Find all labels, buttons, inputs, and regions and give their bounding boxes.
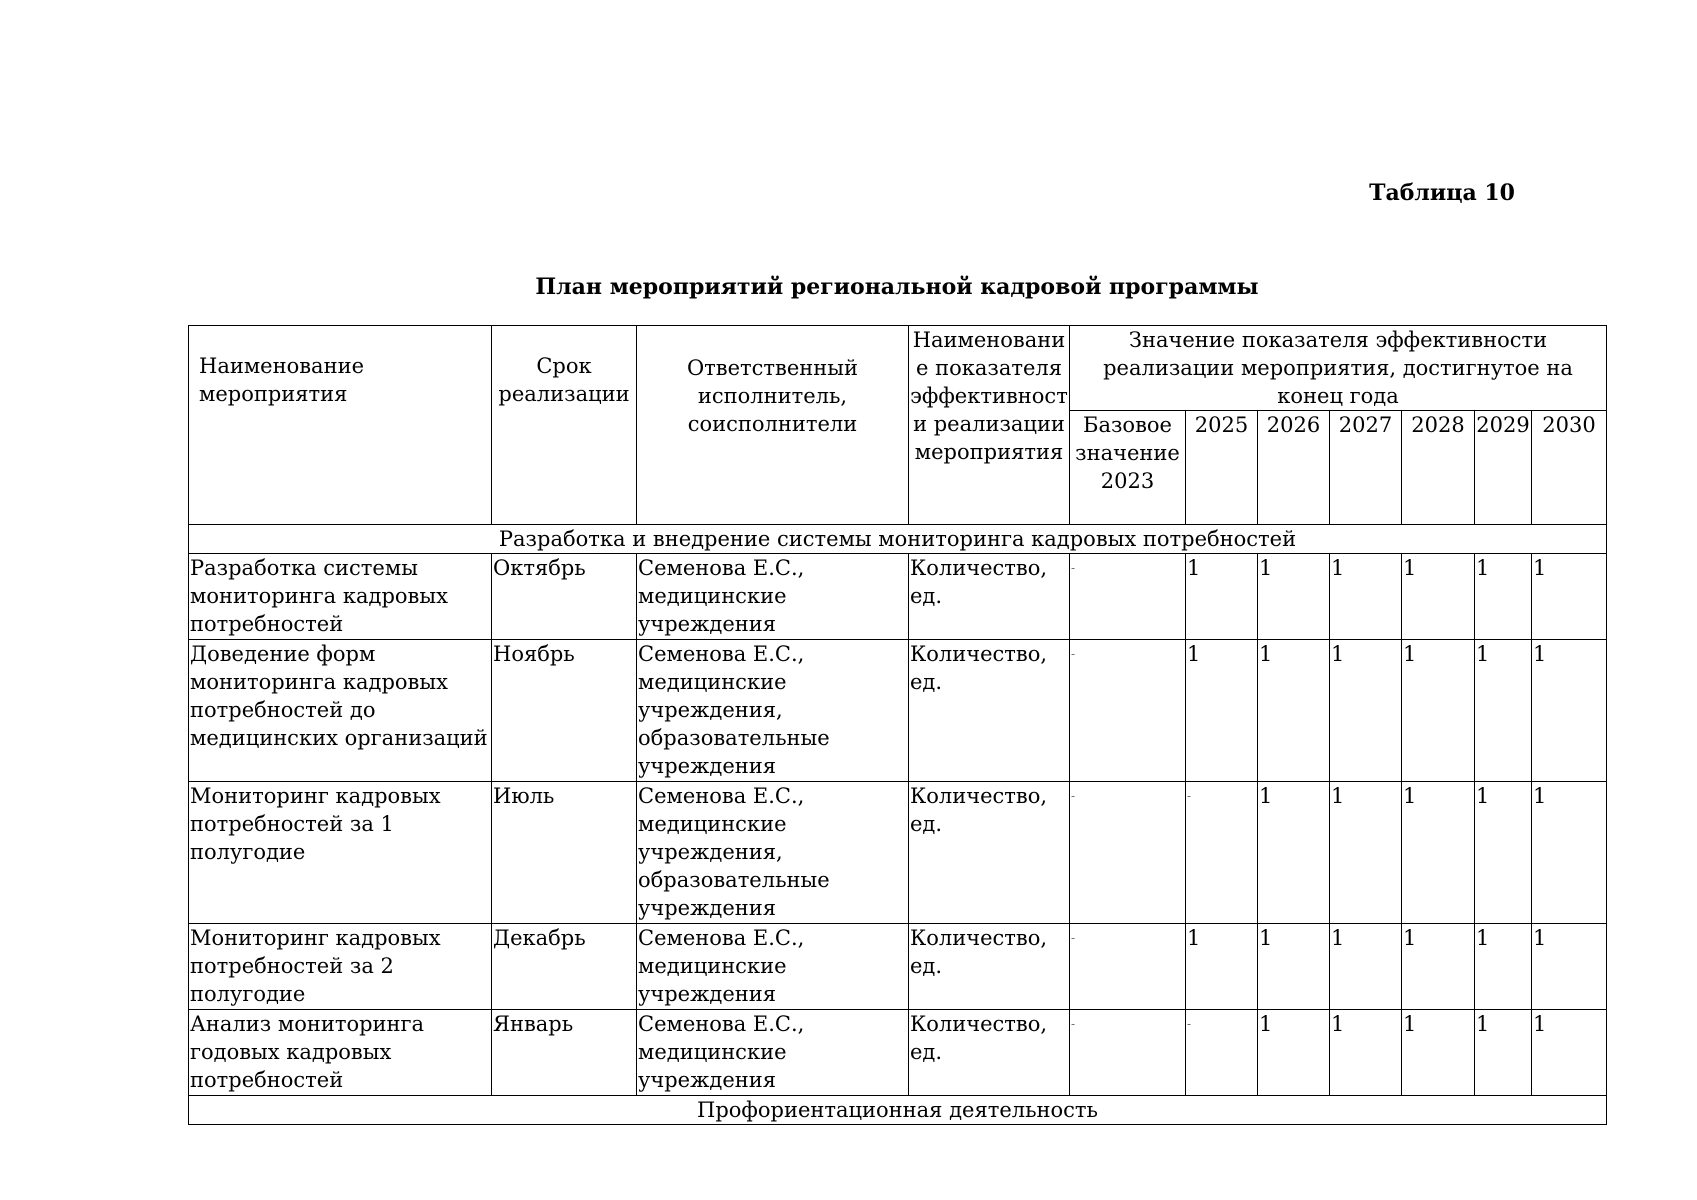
year-value-cell: 1 bbox=[1532, 924, 1607, 1010]
base-value-cell: - bbox=[1070, 554, 1186, 640]
header-year: 2025 bbox=[1186, 411, 1258, 525]
header-year: 2029 bbox=[1475, 411, 1532, 525]
base-value-cell: - bbox=[1070, 782, 1186, 924]
year-value-cell: 1 bbox=[1475, 640, 1532, 782]
activity-cell: Доведение форм мониторинга кадровых потребностей до медицинских организаций bbox=[189, 640, 492, 782]
header-indicator: Наименовани е показателя эффективност и реализации мероприятия bbox=[909, 326, 1070, 525]
responsible-cell: Семенова Е.С., медицинские учреждения, образовательные учреждения bbox=[637, 782, 909, 924]
term-cell: Декабрь bbox=[492, 924, 637, 1010]
responsible-cell: Семенова Е.С., медицинские учреждения bbox=[637, 924, 909, 1010]
year-value-cell: 1 bbox=[1475, 782, 1532, 924]
plan-table bbox=[188, 325, 1607, 1125]
table-row bbox=[189, 1010, 1607, 1096]
indicator-cell: Количество, ед. bbox=[909, 1010, 1070, 1096]
indicator-cell: Количество, ед. bbox=[909, 640, 1070, 782]
section-title: Профориентационная деятельность bbox=[189, 1096, 1607, 1125]
year-value-cell: 1 bbox=[1532, 1010, 1607, 1096]
year-value-cell: 1 bbox=[1258, 640, 1330, 782]
section-header-row bbox=[189, 525, 1607, 554]
section-header-row bbox=[189, 1096, 1607, 1125]
activity-cell: Анализ мониторинга годовых кадровых потребностей bbox=[189, 1010, 492, 1096]
year-value-cell: 1 bbox=[1330, 640, 1402, 782]
responsible-cell: Семенова Е.С., медицинские учреждения bbox=[637, 554, 909, 640]
year-value-cell: 1 bbox=[1330, 554, 1402, 640]
base-value-cell: - bbox=[1070, 924, 1186, 1010]
table-header bbox=[189, 326, 1607, 525]
table-row bbox=[189, 640, 1607, 782]
year-value-cell: 1 bbox=[1186, 640, 1258, 782]
year-value-cell: 1 bbox=[1402, 782, 1475, 924]
year-value-cell: 1 bbox=[1258, 554, 1330, 640]
header-value-group: Значение показателя эффективности реализации мероприятия, достигнутое на конец года bbox=[1070, 326, 1607, 411]
table-row bbox=[189, 924, 1607, 1010]
year-value-cell: - bbox=[1186, 1010, 1258, 1096]
activity-cell: Мониторинг кадровых потребностей за 1 полугодие bbox=[189, 782, 492, 924]
year-value-cell: 1 bbox=[1475, 554, 1532, 640]
year-value-cell: 1 bbox=[1186, 924, 1258, 1010]
year-value-cell: - bbox=[1186, 782, 1258, 924]
year-value-cell: 1 bbox=[1330, 1010, 1402, 1096]
term-cell: Июль bbox=[492, 782, 637, 924]
term-cell: Январь bbox=[492, 1010, 637, 1096]
year-value-cell: 1 bbox=[1532, 640, 1607, 782]
year-value-cell: 1 bbox=[1532, 782, 1607, 924]
year-value-cell: 1 bbox=[1330, 924, 1402, 1010]
document-title: План мероприятий региональной кадровой программы bbox=[535, 274, 1259, 300]
table-number-label: Таблица 10 bbox=[1369, 180, 1515, 206]
header-year: 2026 bbox=[1258, 411, 1330, 525]
section-title: Разработка и внедрение системы мониторинга кадровых потребностей bbox=[189, 525, 1607, 554]
year-value-cell: 1 bbox=[1258, 924, 1330, 1010]
indicator-cell: Количество, ед. bbox=[909, 782, 1070, 924]
table-row bbox=[189, 782, 1607, 924]
year-value-cell: 1 bbox=[1402, 640, 1475, 782]
header-year: 2028 bbox=[1402, 411, 1475, 525]
indicator-cell: Количество, ед. bbox=[909, 554, 1070, 640]
year-value-cell: 1 bbox=[1402, 1010, 1475, 1096]
header-base-value: Базовое значение 2023 bbox=[1070, 411, 1186, 525]
responsible-cell: Семенова Е.С., медицинские учреждения bbox=[637, 1010, 909, 1096]
indicator-cell: Количество, ед. bbox=[909, 924, 1070, 1010]
responsible-cell: Семенова Е.С., медицинские учреждения, образовательные учреждения bbox=[637, 640, 909, 782]
base-value-cell: - bbox=[1070, 1010, 1186, 1096]
year-value-cell: 1 bbox=[1258, 1010, 1330, 1096]
activity-cell: Мониторинг кадровых потребностей за 2 полугодие bbox=[189, 924, 492, 1010]
year-value-cell: 1 bbox=[1402, 924, 1475, 1010]
term-cell: Ноябрь bbox=[492, 640, 637, 782]
header-activity: Наименование мероприятия bbox=[189, 326, 492, 525]
year-value-cell: 1 bbox=[1258, 782, 1330, 924]
header-term: Срок реализации bbox=[492, 326, 637, 525]
year-value-cell: 1 bbox=[1402, 554, 1475, 640]
year-value-cell: 1 bbox=[1532, 554, 1607, 640]
year-value-cell: 1 bbox=[1330, 782, 1402, 924]
activity-cell: Разработка системы мониторинга кадровых потребностей bbox=[189, 554, 492, 640]
year-value-cell: 1 bbox=[1475, 1010, 1532, 1096]
year-value-cell: 1 bbox=[1475, 924, 1532, 1010]
header-year: 2027 bbox=[1330, 411, 1402, 525]
header-responsible: Ответственный исполнитель, соисполнители bbox=[637, 326, 909, 525]
base-value-cell: - bbox=[1070, 640, 1186, 782]
term-cell: Октябрь bbox=[492, 554, 637, 640]
table-row bbox=[189, 554, 1607, 640]
header-year: 2030 bbox=[1532, 411, 1607, 525]
table-body bbox=[189, 525, 1607, 1125]
year-value-cell: 1 bbox=[1186, 554, 1258, 640]
